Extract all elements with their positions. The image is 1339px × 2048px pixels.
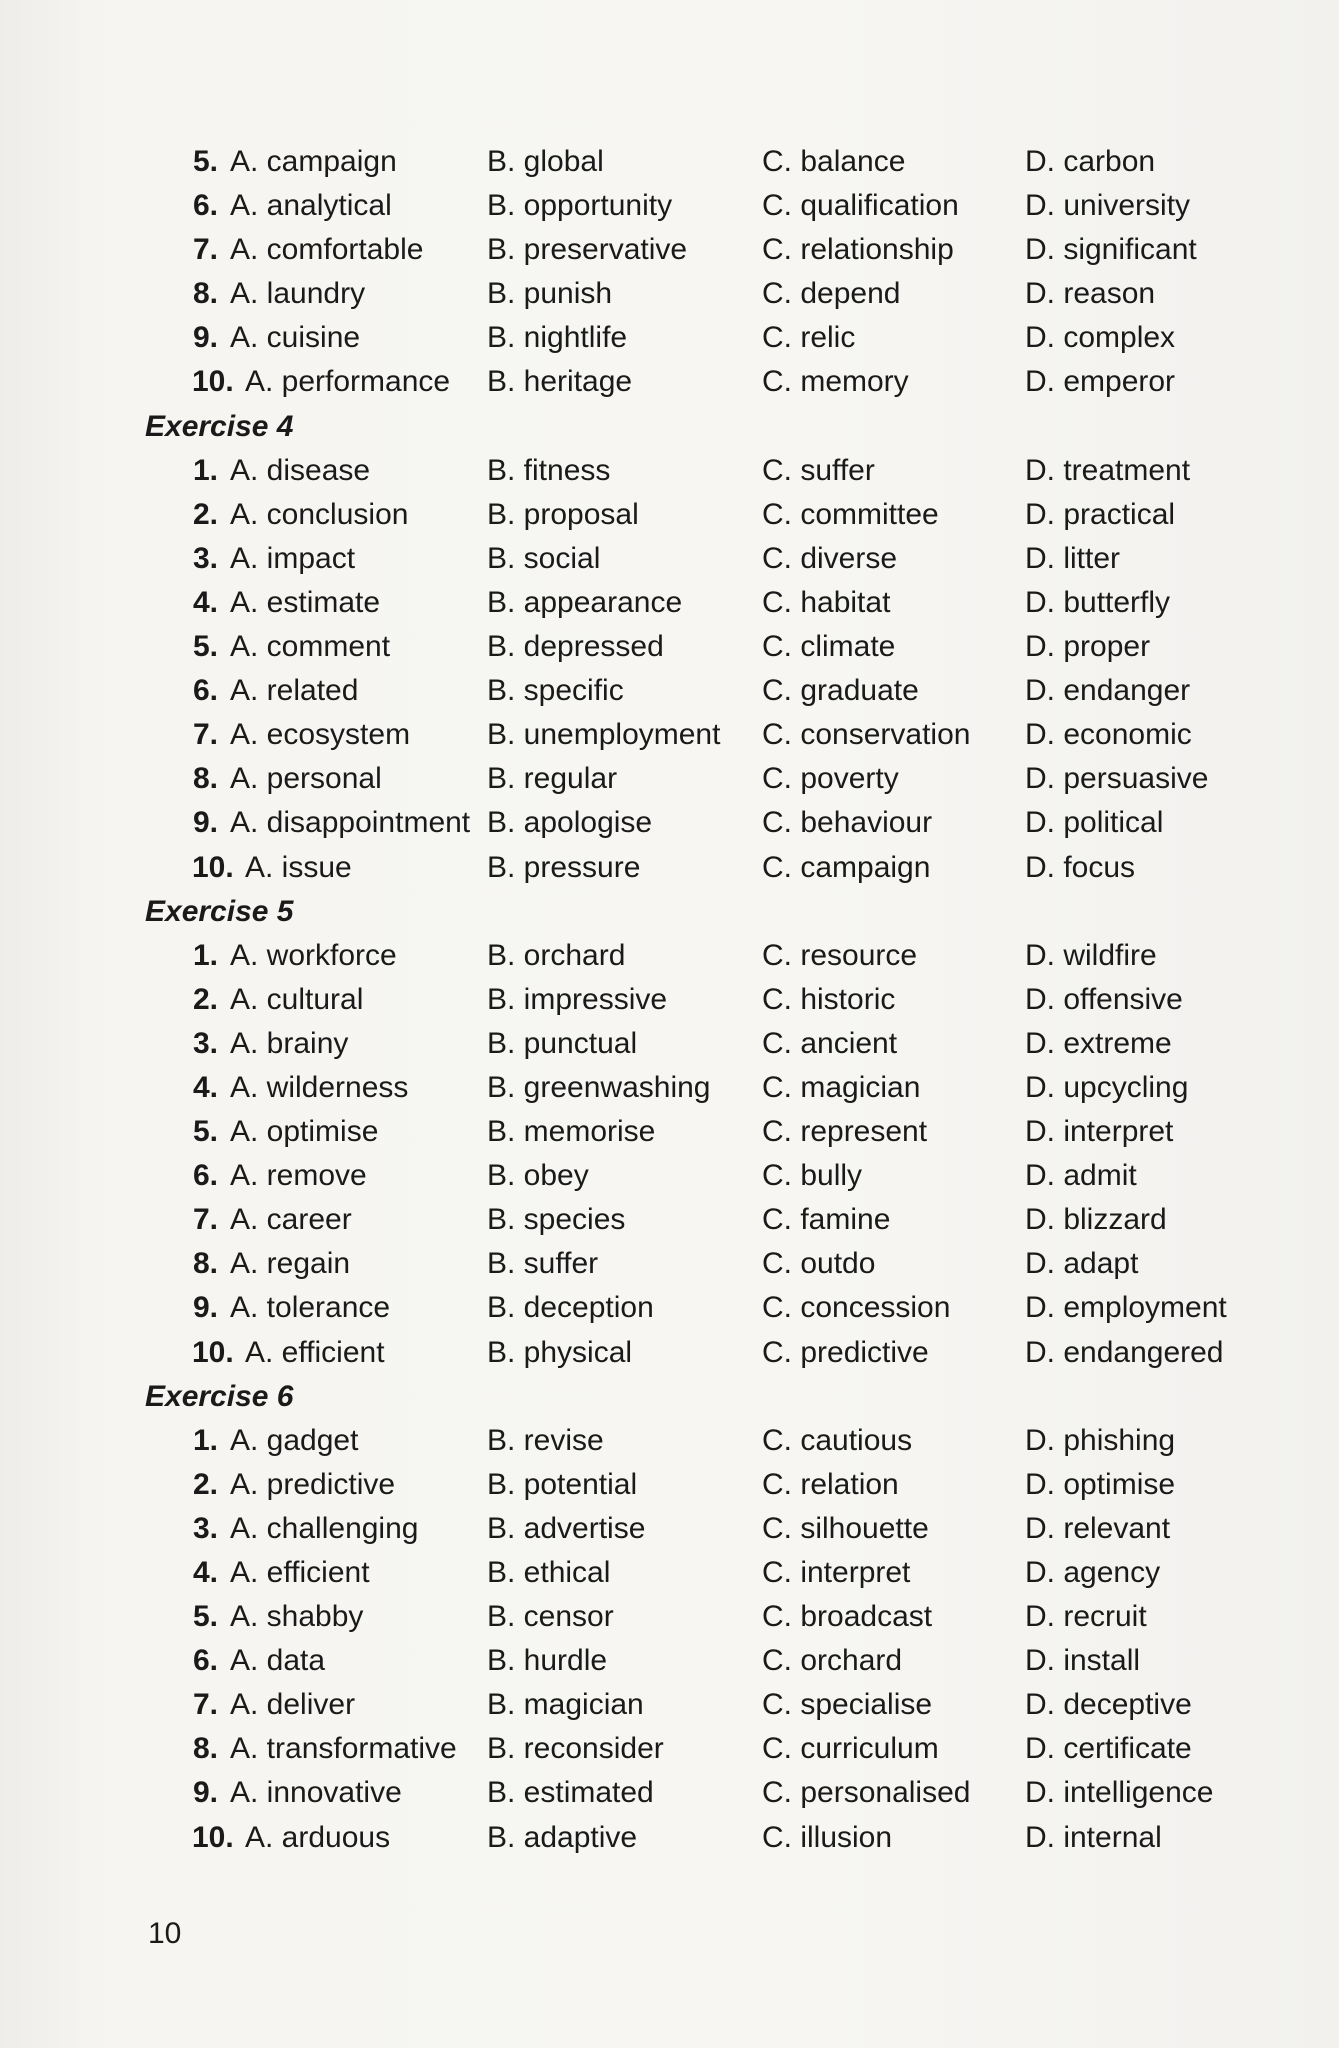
- option-b: B. fitness: [487, 453, 611, 487]
- option-a: A. innovative: [230, 1776, 402, 1810]
- option-a: A. ecosystem: [230, 718, 411, 752]
- page-number: 10: [148, 1917, 182, 1950]
- option-d: D. phishing: [1025, 1423, 1176, 1457]
- option-c: C. cautious: [762, 1423, 913, 1457]
- option-a: A. regain: [230, 1247, 351, 1281]
- question-number: 7.: [193, 1688, 219, 1722]
- question-row: [145, 713, 1265, 757]
- option-a: A. shabby: [230, 1600, 364, 1634]
- question-number: 1.: [193, 1423, 219, 1457]
- option-b: B. advertise: [487, 1511, 646, 1545]
- option-a: A. wilderness: [230, 1070, 409, 1104]
- option-d: D. deceptive: [1025, 1688, 1192, 1722]
- option-c: C. conservation: [762, 718, 971, 752]
- question-row: [145, 757, 1265, 801]
- question-number: 3.: [193, 1026, 219, 1060]
- option-b: B. global: [487, 145, 604, 178]
- option-a: A. transformative: [230, 1732, 457, 1766]
- question-row: [145, 537, 1265, 581]
- option-b: B. specific: [487, 674, 624, 708]
- option-c: C. magician: [762, 1070, 921, 1104]
- option-b: B. suffer: [487, 1247, 599, 1281]
- option-d: D. focus: [1025, 850, 1136, 884]
- exercise-heading: Exercise 6: [145, 1379, 294, 1413]
- option-c: C. habitat: [762, 585, 891, 619]
- question-number: 5.: [193, 630, 219, 664]
- option-b: B. apologise: [487, 806, 653, 840]
- option-c: C. predictive: [762, 1335, 929, 1369]
- option-b: B. punctual: [487, 1026, 638, 1060]
- option-c: C. relation: [762, 1467, 899, 1501]
- option-c: C. curriculum: [762, 1732, 939, 1766]
- option-c: C. resource: [762, 938, 918, 972]
- question-row: [145, 1639, 1265, 1683]
- question-row: [145, 978, 1265, 1022]
- option-b: B. magician: [487, 1688, 644, 1722]
- option-b: B. deception: [487, 1291, 654, 1325]
- option-d: D. install: [1025, 1644, 1141, 1678]
- question-number: 4.: [193, 585, 219, 619]
- option-a: A. efficient: [245, 1335, 385, 1369]
- option-b: B. unemployment: [487, 718, 721, 752]
- option-a: A. challenging: [230, 1511, 419, 1545]
- option-a: A. remove: [230, 1159, 367, 1193]
- option-d: D. adapt: [1025, 1247, 1139, 1281]
- question-row: [145, 1727, 1265, 1771]
- option-d: D. persuasive: [1025, 762, 1209, 796]
- question-row: [145, 360, 1265, 404]
- option-a: A. performance: [245, 365, 451, 399]
- option-d: D. reason: [1025, 277, 1156, 311]
- option-c: C. depend: [762, 277, 901, 311]
- option-b: B. orchard: [487, 938, 626, 972]
- question-row: [145, 1022, 1265, 1066]
- option-d: D. admit: [1025, 1159, 1137, 1193]
- question-row: [145, 1507, 1265, 1551]
- question-number: 10.: [192, 1335, 234, 1369]
- option-d: D. emperor: [1025, 365, 1176, 399]
- exercise-heading: Exercise 4: [145, 409, 294, 443]
- option-d: D. recruit: [1025, 1600, 1147, 1634]
- question-row: [145, 581, 1265, 625]
- option-d: D. agency: [1025, 1556, 1161, 1589]
- option-c: C. qualification: [762, 189, 959, 223]
- option-b: B. adaptive: [487, 1820, 638, 1854]
- question-number: 1.: [193, 453, 219, 487]
- option-b: B. appearance: [487, 585, 683, 619]
- option-c: C. relationship: [762, 233, 954, 267]
- option-c: C. balance: [762, 145, 906, 178]
- option-a: A. conclusion: [230, 497, 409, 531]
- question-number: 6.: [193, 189, 219, 223]
- question-row: [145, 669, 1265, 713]
- option-b: B. social: [487, 541, 601, 575]
- option-b: B. memorise: [487, 1115, 656, 1149]
- option-c: C. ancient: [762, 1026, 898, 1060]
- option-d: D. endangered: [1025, 1335, 1224, 1369]
- question-row: [145, 1771, 1265, 1815]
- option-c: C. campaign: [762, 850, 931, 884]
- option-d: D. carbon: [1025, 145, 1156, 178]
- option-a: A. comfortable: [230, 233, 424, 267]
- option-c: C. illusion: [762, 1820, 893, 1854]
- option-d: D. offensive: [1025, 982, 1183, 1016]
- option-b: B. greenwashing: [487, 1070, 711, 1104]
- option-b: B. depressed: [487, 630, 664, 664]
- question-row: [145, 1551, 1265, 1595]
- option-d: D. university: [1025, 189, 1191, 223]
- question-row: [145, 316, 1265, 360]
- option-d: D. significant: [1025, 233, 1197, 267]
- question-number: 5.: [193, 145, 219, 178]
- option-a: A. disappointment: [230, 806, 471, 840]
- option-a: A. data: [230, 1644, 326, 1678]
- question-number: 3.: [193, 541, 219, 575]
- option-d: D. political: [1025, 806, 1164, 840]
- option-a: A. related: [230, 674, 359, 708]
- option-d: D. relevant: [1025, 1511, 1171, 1545]
- question-number: 8.: [193, 762, 219, 796]
- option-b: B. heritage: [487, 365, 633, 399]
- option-d: D. litter: [1025, 541, 1121, 575]
- option-b: B. punish: [487, 277, 613, 311]
- option-a: A. personal: [230, 762, 382, 796]
- question-row: [145, 625, 1265, 669]
- question-row: [145, 801, 1265, 845]
- option-c: C. personalised: [762, 1776, 971, 1810]
- question-number: 9.: [193, 1291, 219, 1325]
- question-number: 8.: [193, 1732, 219, 1766]
- option-b: B. ethical: [487, 1556, 611, 1589]
- option-c: C. climate: [762, 630, 896, 664]
- option-b: B. estimated: [487, 1776, 654, 1810]
- question-number: 10.: [192, 1820, 234, 1854]
- question-number: 9.: [193, 1776, 219, 1810]
- option-b: B. obey: [487, 1159, 589, 1193]
- option-c: C. orchard: [762, 1644, 903, 1678]
- question-row: [145, 1683, 1265, 1727]
- option-d: D. complex: [1025, 321, 1176, 355]
- question-number: 8.: [193, 277, 219, 311]
- question-number: 2.: [193, 982, 219, 1016]
- option-a: A. issue: [245, 850, 352, 884]
- question-number: 6.: [193, 674, 219, 708]
- question-number: 2.: [193, 497, 219, 531]
- question-number: 5.: [193, 1115, 219, 1149]
- option-d: D. economic: [1025, 718, 1192, 752]
- option-b: B. reconsider: [487, 1732, 664, 1766]
- question-number: 1.: [193, 938, 219, 972]
- question-row: [145, 1816, 1265, 1860]
- question-number: 9.: [193, 321, 219, 355]
- exercise-heading: Exercise 5: [145, 894, 294, 928]
- option-a: A. campaign: [230, 145, 397, 178]
- option-c: C. outdo: [762, 1247, 876, 1281]
- option-a: A. estimate: [230, 585, 381, 619]
- option-b: B. pressure: [487, 850, 641, 884]
- question-number: 6.: [193, 1159, 219, 1193]
- option-d: D. practical: [1025, 497, 1176, 531]
- question-row: [145, 184, 1265, 228]
- option-a: A. optimise: [230, 1115, 379, 1149]
- option-a: A. efficient: [230, 1556, 370, 1589]
- question-number: 10.: [192, 365, 234, 399]
- question-row: [145, 1286, 1265, 1330]
- option-d: D. treatment: [1025, 453, 1191, 487]
- question-row: [145, 1331, 1265, 1375]
- question-number: 4.: [193, 1070, 219, 1104]
- question-number: 8.: [193, 1247, 219, 1281]
- option-b: B. proposal: [487, 497, 639, 531]
- question-number: 7.: [193, 718, 219, 752]
- question-row: [145, 1242, 1265, 1286]
- question-row: [145, 1419, 1265, 1463]
- option-c: C. interpret: [762, 1556, 911, 1589]
- option-c: C. broadcast: [762, 1600, 933, 1634]
- option-b: B. hurdle: [487, 1644, 608, 1678]
- option-a: A. deliver: [230, 1688, 356, 1722]
- option-b: B. regular: [487, 762, 618, 796]
- option-c: C. memory: [762, 365, 909, 399]
- option-c: C. specialise: [762, 1688, 933, 1722]
- option-d: D. wildfire: [1025, 938, 1157, 972]
- option-b: B. revise: [487, 1423, 604, 1457]
- option-b: B. censor: [487, 1600, 614, 1634]
- option-b: B. impressive: [487, 982, 668, 1016]
- question-row: [145, 1154, 1265, 1198]
- option-d: D. endanger: [1025, 674, 1191, 708]
- question-number: 10.: [192, 850, 234, 884]
- option-d: D. internal: [1025, 1820, 1162, 1854]
- option-b: B. physical: [487, 1335, 633, 1369]
- option-a: A. analytical: [230, 189, 392, 223]
- option-d: D. certificate: [1025, 1732, 1192, 1766]
- option-d: D. interpret: [1025, 1115, 1174, 1149]
- question-row: [145, 272, 1265, 316]
- question-number: 4.: [193, 1556, 219, 1589]
- question-number: 7.: [193, 1203, 219, 1237]
- exercise-content: [145, 140, 1265, 1860]
- question-number: 3.: [193, 1511, 219, 1545]
- question-number: 9.: [193, 806, 219, 840]
- option-d: D. optimise: [1025, 1467, 1176, 1501]
- option-b: B. potential: [487, 1467, 638, 1501]
- option-a: A. arduous: [245, 1820, 391, 1854]
- option-a: A. tolerance: [230, 1291, 391, 1325]
- option-b: B. nightlife: [487, 321, 628, 355]
- option-b: B. species: [487, 1203, 626, 1237]
- question-row: [145, 493, 1265, 537]
- option-d: D. upcycling: [1025, 1070, 1189, 1104]
- option-a: A. career: [230, 1203, 352, 1237]
- option-d: D. extreme: [1025, 1026, 1172, 1060]
- option-c: C. concession: [762, 1291, 951, 1325]
- question-row: [145, 1110, 1265, 1154]
- option-c: C. bully: [762, 1159, 863, 1193]
- option-a: A. impact: [230, 541, 356, 575]
- question-number: 6.: [193, 1644, 219, 1678]
- option-c: C. silhouette: [762, 1511, 929, 1545]
- question-row: [145, 1463, 1265, 1507]
- option-c: C. historic: [762, 982, 896, 1016]
- option-a: A. laundry: [230, 277, 366, 311]
- option-a: A. workforce: [230, 938, 397, 972]
- option-c: C. relic: [762, 321, 856, 355]
- option-b: B. preservative: [487, 233, 688, 267]
- option-a: A. cuisine: [230, 321, 361, 355]
- question-row: [145, 140, 1265, 184]
- option-d: D. intelligence: [1025, 1776, 1214, 1810]
- question-row: [145, 449, 1265, 493]
- option-d: D. blizzard: [1025, 1203, 1167, 1237]
- option-a: A. disease: [230, 453, 371, 487]
- option-a: A. gadget: [230, 1423, 359, 1457]
- option-a: A. comment: [230, 630, 391, 664]
- question-row: [145, 228, 1265, 272]
- option-c: C. suffer: [762, 453, 875, 487]
- option-c: C. famine: [762, 1203, 891, 1237]
- question-row: [145, 934, 1265, 978]
- option-d: D. proper: [1025, 630, 1151, 664]
- question-number: 5.: [193, 1600, 219, 1634]
- question-row: [145, 846, 1265, 890]
- question-row: [145, 1066, 1265, 1110]
- option-c: C. committee: [762, 497, 939, 531]
- question-row: [145, 1595, 1265, 1639]
- option-c: C. represent: [762, 1115, 928, 1149]
- option-c: C. graduate: [762, 674, 919, 708]
- option-b: B. opportunity: [487, 189, 673, 223]
- option-c: C. behaviour: [762, 806, 933, 840]
- option-c: C. diverse: [762, 541, 898, 575]
- option-d: D. employment: [1025, 1291, 1227, 1325]
- question-number: 7.: [193, 233, 219, 267]
- option-a: A. predictive: [230, 1467, 396, 1501]
- question-number: 2.: [193, 1467, 219, 1501]
- option-a: A. brainy: [230, 1026, 349, 1060]
- option-d: D. butterfly: [1025, 585, 1171, 619]
- option-a: A. cultural: [230, 982, 364, 1016]
- question-row: [145, 1198, 1265, 1242]
- option-c: C. poverty: [762, 762, 899, 796]
